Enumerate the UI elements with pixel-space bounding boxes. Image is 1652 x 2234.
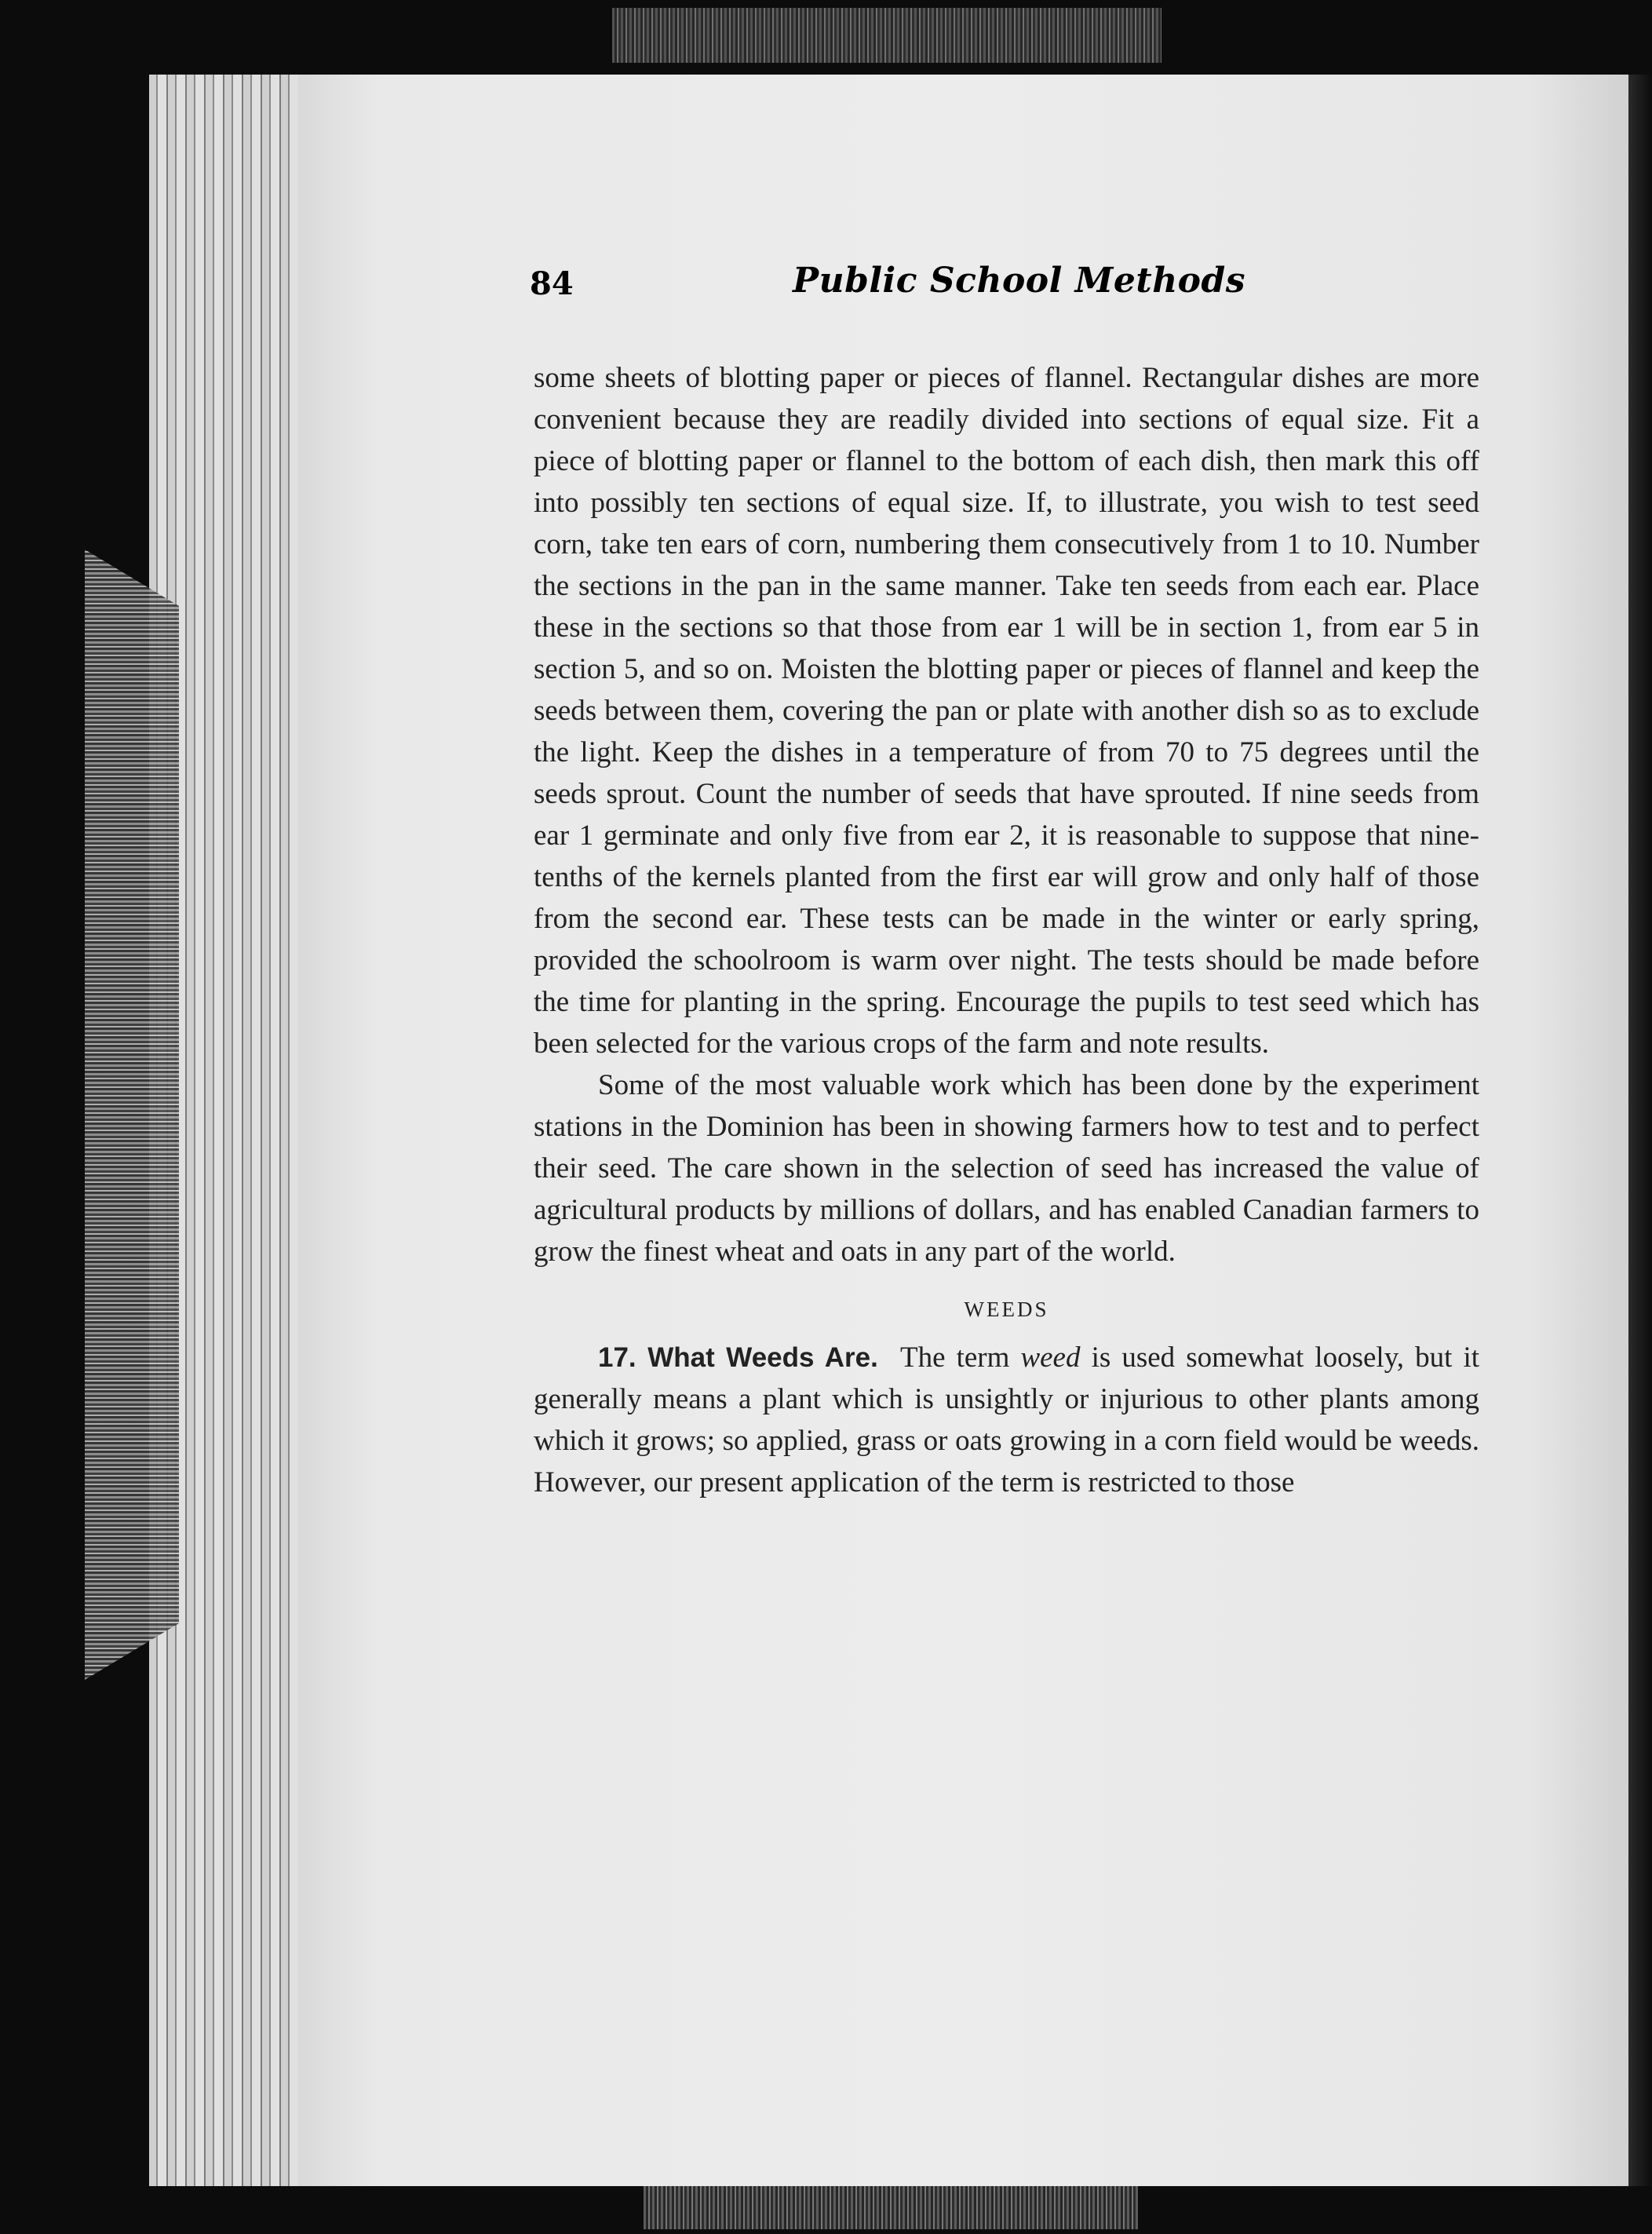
emphasized-term: weed — [1020, 1341, 1081, 1374]
running-head: Public School Methods — [793, 261, 1246, 301]
subsection-title: 17. What Weeds Are. — [598, 1342, 878, 1373]
scan-background-top — [612, 8, 1162, 63]
paragraph: some sheets of blotting paper or pieces of flannel. Rectangular dishes are more convenient because they are readily divided into sections of equal size. Fit a piece of blotting paper or flannel to the bottom of each dish, then mark this off into possibly ten sections of equal size. If, to illustrate, you wish to test seed corn, take ten ears of corn, numbering them consecutively from 1 to 10. Number the sections in the pan in the same manner. Take ten seeds from each ear. Place these in the sections so that those from ear 1 will be in section 1, from ear 5 in section 5, and so on. Moisten the blotting paper or pieces of flannel and keep the seeds between them, covering the pan or plate with another dish so as to exclude the light. Keep the dishes in a temperature of from 70 to 75 degrees until the seeds sprout. Count the number of seeds that have sprouted. If nine seeds from ear 1 germinate and only five from ear 2, it is reasonable to suppose that nine-tenths of the kernels planted from the first ear will grow and only half of those from the second ear. These tests can be made in the winter or early spring, provided the schoolroom is warm over night. The tests should be made before the time for planting in the spring. Encourage the pupils to test seed which has been selected for the various crops of the farm and note results. — [534, 362, 1479, 1060]
page-header — [530, 261, 1315, 328]
paragraph: Some of the most valuable work which has been done by the experiment stations in the Dominion has been in showing farmers how to test and to perfect their seed. The care shown in the selection of seed has increased the value of agricultural products by millions of dollars, and has enabled Canadian farmers to grow the finest wheat and oats in any part of the world. — [534, 1069, 1479, 1268]
page-body — [534, 357, 1479, 1503]
paragraph-text: is used somewhat loosely, but it generally means a plant which is unsightly or injurious to other plants among which it grows; so applied, grass or oats growing in a corn field would be weeds. However, our present application of the term is restricted to those — [534, 1341, 1480, 1498]
page-number: 84 — [530, 265, 574, 302]
paragraph — [534, 1337, 1479, 1503]
paragraph-text: The term — [899, 1341, 1010, 1374]
page-gutter-shadow — [1628, 75, 1652, 2186]
section-heading: WEEDS — [964, 1298, 1049, 1321]
scan-background-left — [85, 549, 179, 1680]
